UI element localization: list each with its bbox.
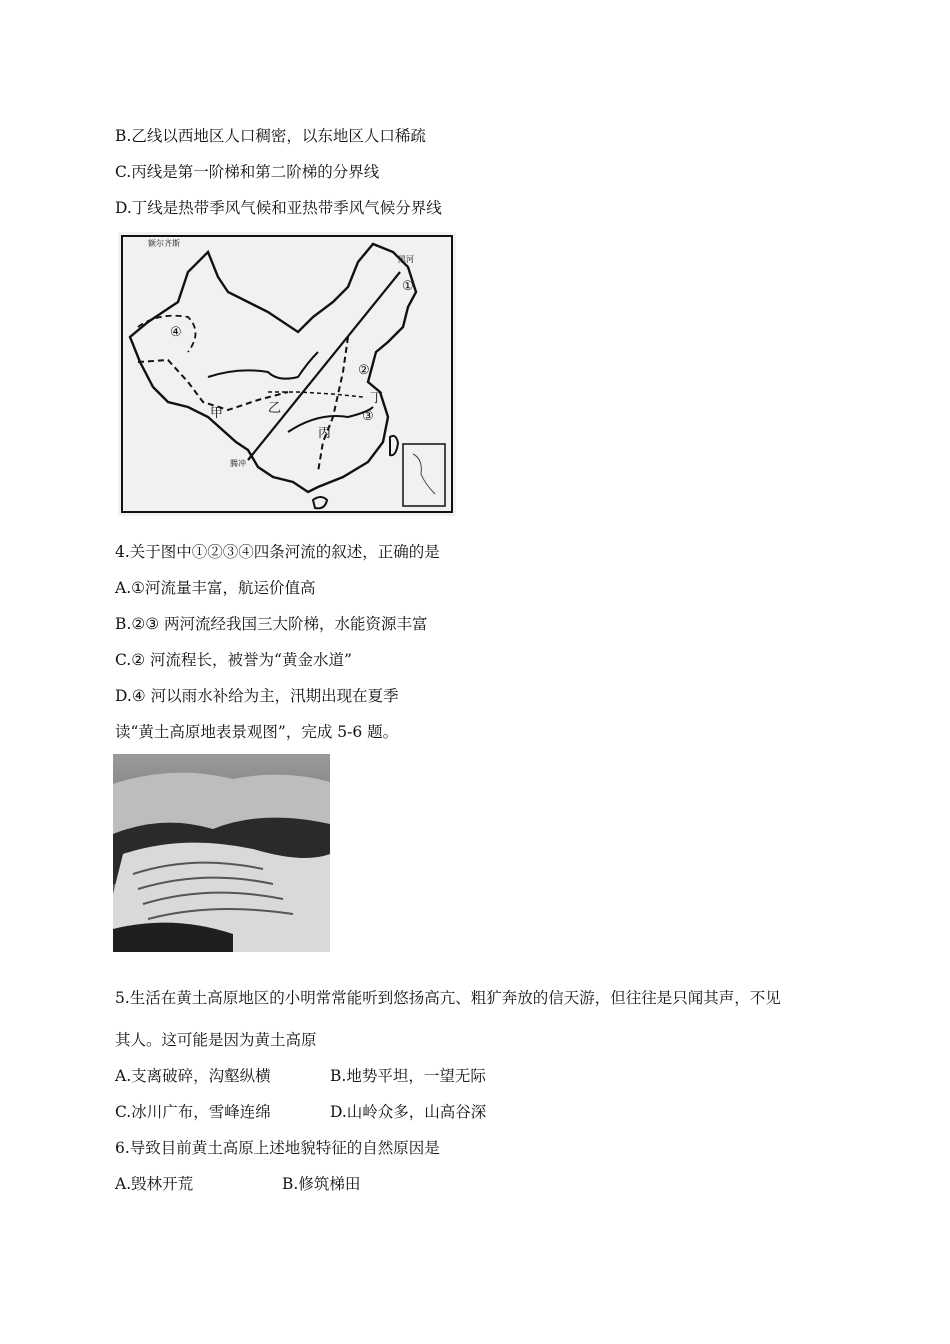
q4-option-d: D.④ 河以雨水补给为主，汛期出现在夏季 <box>115 687 399 705</box>
q3-option-c: C.丙线是第一阶梯和第二阶梯的分界线 <box>115 163 380 181</box>
q5-option-b: B.地势平坦，一望无际 <box>330 1067 486 1085</box>
map-label-heihe: 黑河 <box>398 255 414 264</box>
q5-stem-line2: 其人。这可能是因为黄土高原 <box>115 1031 317 1049</box>
q5-option-d: D.山岭众多，山高谷深 <box>330 1103 487 1121</box>
map-label-yi: 乙 <box>268 401 282 416</box>
intro-5-6: 读“黄土高原地表景观图”，完成 5-6 题。 <box>115 723 399 741</box>
loess-plateau-photo <box>113 754 330 952</box>
q3-option-d: D.丁线是热带季风气候和亚热带季风气候分界线 <box>115 199 442 217</box>
q4-option-b: B.②③ 两河流经我国三大阶梯，水能资源丰富 <box>115 615 428 633</box>
q6-option-a: A.毁林开荒 <box>115 1175 194 1193</box>
q5-stem-line1: 5.生活在黄土高原地区的小明常常能听到悠扬高亢、粗犷奔放的信天游，但往往是只闻其声，不见 <box>115 989 781 1007</box>
map-label-2: ② <box>358 363 370 378</box>
q4-option-a: A.①河流量丰富，航运价值高 <box>115 579 316 597</box>
map-label-bing: 丙 <box>318 426 332 441</box>
q4-option-c: C.② 河流程长，被誉为“黄金水道” <box>115 651 352 669</box>
map-label-4: ④ <box>170 325 182 340</box>
map-label-ding: 丁 <box>370 391 384 406</box>
q5-option-a: A.支离破碎，沟壑纵横 <box>115 1067 271 1085</box>
q5-option-c: C.冰川广布，雪峰连绵 <box>115 1103 271 1121</box>
q3-option-b: B.乙线以西地区人口稠密，以东地区人口稀疏 <box>115 127 426 145</box>
map-label-jia: 甲 <box>210 406 224 421</box>
q4-stem: 4.关于图中①②③④四条河流的叙述，正确的是 <box>115 543 440 561</box>
map-label-tengchong: 腾冲 <box>230 459 246 468</box>
q6-stem: 6.导致目前黄土高原上述地貌特征的自然原因是 <box>115 1139 440 1157</box>
map-label-1: ① <box>402 279 414 294</box>
china-map-figure <box>118 232 456 516</box>
map-label-nw: 额尔齐斯 <box>148 239 180 248</box>
map-label-3: ③ <box>362 409 374 424</box>
q6-option-b: B.修筑梯田 <box>282 1175 361 1193</box>
